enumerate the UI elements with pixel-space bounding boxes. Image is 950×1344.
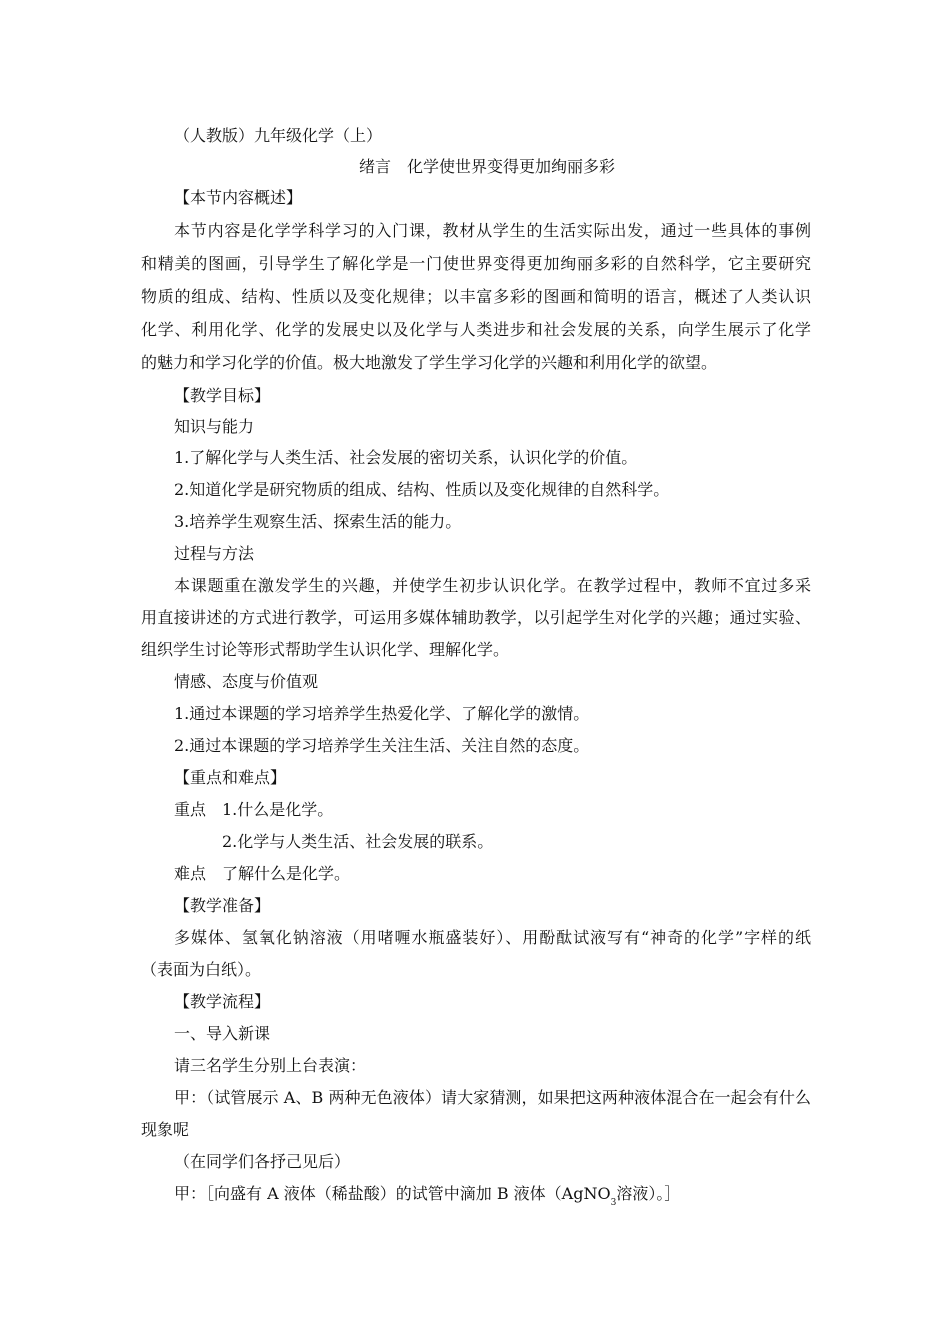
flow-step-5-text: 甲：［向盛有 A 液体（稀盐酸）的试管中滴加 B 液体（AgNO <box>174 1184 611 1203</box>
knowledge-item-3: 3.培养学生观察生活、探索生活的能力。 <box>174 512 462 531</box>
prep-line-1: 多媒体、氢氧化钠溶液（用啫喱水瓶盛装好）、用酚酞试液写有“神奇的化学”字样的纸 <box>174 928 811 947</box>
flow-step-1: 一、导入新课 <box>174 1024 271 1043</box>
knowledge-item-2: 2.知道化学是研究物质的组成、结构、性质以及变化规律的自然科学。 <box>174 480 670 499</box>
keypoint-2: 2.化学与人类生活、社会发展的联系。 <box>222 832 494 851</box>
flow-step-3-cont: 现象呢 <box>141 1120 190 1139</box>
flow-step-5-end: 溶液）。］ <box>616 1184 681 1203</box>
subscript-3: 3 <box>610 1198 617 1208</box>
emotion-subheading: 情感、态度与价值观 <box>174 672 319 691</box>
overview-line-5: 的魅力和学习化学的价值。极大地激发了学生学习化学的兴趣和利用化学的欲望。 <box>141 353 718 372</box>
page-title: 绪言 化学使世界变得更加绚丽多彩 <box>359 157 616 176</box>
overview-heading: 【本节内容概述】 <box>174 188 303 207</box>
flow-step-4: （在同学们各抒己见后） <box>174 1152 351 1171</box>
process-line-2: 用直接讲述的方式进行教学，可运用多媒体辅助教学，以引起学生对化学的兴趣；通过实验、 <box>141 608 811 627</box>
series-label: （人教版）九年级化学（上） <box>174 126 383 145</box>
flow-step-3: 甲：（试管展示 A、B 两种无色液体）请大家猜测，如果把这两种液体混合在一起会有什么 <box>174 1088 811 1107</box>
flow-step-5 <box>174 1184 680 1207</box>
difficult-point: 难点 了解什么是化学。 <box>174 864 351 883</box>
emotion-item-1: 1.通过本课题的学习培养学生热爱化学、了解化学的激情。 <box>174 704 590 723</box>
overview-line-3: 物质的组成、结构、性质以及变化规律；以丰富多彩的图画和简明的语言，概述了人类认识 <box>141 287 811 306</box>
emotion-item-2: 2.通过本课题的学习培养学生关注生活、关注自然的态度。 <box>174 736 590 755</box>
prep-heading: 【教学准备】 <box>174 896 271 915</box>
process-subheading: 过程与方法 <box>174 544 255 563</box>
knowledge-subheading: 知识与能力 <box>174 417 255 436</box>
flow-step-2: 请三名学生分别上台表演： <box>174 1056 367 1075</box>
overview-line-2: 和精美的图画，引导学生了解化学是一门使世界变得更加绚丽多彩的自然科学，它主要研究 <box>141 254 811 273</box>
keypoint-1: 重点 1.什么是化学。 <box>174 800 334 819</box>
overview-line-1: 本节内容是化学学科学习的入门课，教材从学生的生活实际出发，通过一些具体的事例 <box>174 221 811 240</box>
overview-line-4: 化学、利用化学、化学的发展史以及化学与人类进步和社会发展的关系，向学生展示了化学 <box>141 320 811 339</box>
process-line-3: 组织学生讨论等形式帮助学生认识化学、理解化学。 <box>141 640 510 659</box>
goals-heading: 【教学目标】 <box>174 386 271 405</box>
flow-heading: 【教学流程】 <box>174 992 271 1011</box>
process-line-1: 本课题重在激发学生的兴趣，并使学生初步认识化学。在教学过程中，教师不宜过多采 <box>174 576 811 595</box>
prep-line-2: （表面为白纸）。 <box>141 960 262 979</box>
keypoints-heading: 【重点和难点】 <box>174 768 287 787</box>
knowledge-item-1: 1.了解化学与人类生活、社会发展的密切关系，认识化学的价值。 <box>174 448 638 467</box>
